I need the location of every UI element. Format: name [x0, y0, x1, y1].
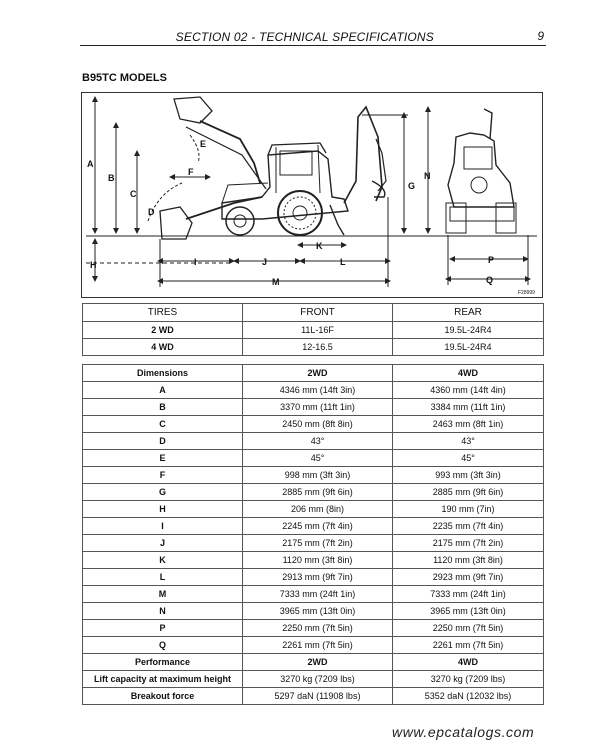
- table-cell: 2450 mm (8ft 8in): [243, 416, 393, 433]
- table-cell: 2463 mm (8ft 1in): [393, 416, 544, 433]
- backhoe-boom: [344, 107, 382, 203]
- performance-header-cell: Performance: [83, 654, 243, 671]
- table-cell: 45°: [393, 450, 544, 467]
- table-cell: 43°: [393, 433, 544, 450]
- performance-header-cell: 2WD: [243, 654, 393, 671]
- table-cell: M: [83, 586, 243, 603]
- table-cell: 11L-16F: [243, 322, 393, 339]
- table-cell: 2175 mm (7ft 2in): [393, 535, 544, 552]
- table-cell: 2 WD: [83, 322, 243, 339]
- table-cell: 3270 kg (7209 lbs): [393, 671, 544, 688]
- table-cell: 2923 mm (9ft 7in): [393, 569, 544, 586]
- label-h: H: [90, 260, 97, 270]
- table-cell: 2235 mm (7ft 4in): [393, 518, 544, 535]
- dimensions-table: [82, 364, 544, 705]
- tires-header-row: [83, 304, 544, 322]
- table-cell: 12-16.5: [243, 339, 393, 356]
- table-cell: 3370 mm (11ft 1in): [243, 399, 393, 416]
- backhoe-drawing: [82, 93, 544, 299]
- table-cell: 19.5L-24R4: [393, 339, 544, 356]
- table-cell: E: [83, 450, 243, 467]
- table-row: [83, 620, 544, 637]
- table-cell: D: [83, 433, 243, 450]
- table-cell: 5297 daN (11908 lbs): [243, 688, 393, 705]
- table-row: [83, 467, 544, 484]
- table-cell: C: [83, 416, 243, 433]
- dimensions-header-cell: 2WD: [243, 365, 393, 382]
- dimensions-header-row: [83, 365, 544, 382]
- table-cell: 2261 mm (7ft 5in): [393, 637, 544, 654]
- table-row: [83, 603, 544, 620]
- table-cell: 7333 mm (24ft 1in): [393, 586, 544, 603]
- tires-table: [82, 303, 544, 356]
- watermark: www.epcatalogs.com: [392, 724, 535, 740]
- table-cell: A: [83, 382, 243, 399]
- rear-wheel-hub: [293, 206, 307, 220]
- table-cell: G: [83, 484, 243, 501]
- table-cell: Q: [83, 637, 243, 654]
- table-cell: 2245 mm (7ft 4in): [243, 518, 393, 535]
- table-cell: 43°: [243, 433, 393, 450]
- table-row: [83, 688, 544, 705]
- table-cell: H: [83, 501, 243, 518]
- table-cell: 3384 mm (11ft 1in): [393, 399, 544, 416]
- stabilizer-leg: [330, 205, 344, 235]
- table-row: [83, 416, 544, 433]
- lowered-bucket: [160, 207, 192, 239]
- rear-view-body: [448, 133, 514, 207]
- table-row: [83, 382, 544, 399]
- table-cell: 2913 mm (9ft 7in): [243, 569, 393, 586]
- table-row: [83, 518, 544, 535]
- front-wheel: [226, 207, 254, 235]
- label-n: N: [424, 171, 431, 181]
- dimensions-table-body: [83, 365, 544, 705]
- rear-view-boom: [484, 109, 492, 139]
- label-b: B: [108, 173, 115, 183]
- label-l: L: [340, 257, 346, 267]
- cab-window: [280, 151, 312, 175]
- tractor-body: [222, 151, 348, 219]
- label-g: G: [408, 181, 416, 191]
- label-q: Q: [486, 275, 494, 285]
- performance-header-cell: 4WD: [393, 654, 544, 671]
- table-cell: J: [83, 535, 243, 552]
- table-cell: B: [83, 399, 243, 416]
- label-m: M: [272, 277, 280, 287]
- table-cell: 5352 daN (12032 lbs): [393, 688, 544, 705]
- table-cell: K: [83, 552, 243, 569]
- table-cell: 998 mm (3ft 3in): [243, 467, 393, 484]
- tires-header-cell: FRONT: [243, 304, 393, 322]
- table-row: [83, 339, 544, 356]
- section-title: SECTION 02 - TECHNICAL SPECIFICATIONS: [175, 30, 434, 44]
- table-cell: 2261 mm (7ft 5in): [243, 637, 393, 654]
- table-cell: 7333 mm (24ft 1in): [243, 586, 393, 603]
- table-row: [83, 399, 544, 416]
- label-p: P: [488, 255, 495, 265]
- table-cell: 1120 mm (3ft 8in): [243, 552, 393, 569]
- table-cell: 2885 mm (9ft 6in): [393, 484, 544, 501]
- page-number: 9: [537, 29, 544, 43]
- figure-code: F28999: [518, 290, 535, 296]
- table-cell: Breakout force: [83, 688, 243, 705]
- table-cell: 2885 mm (9ft 6in): [243, 484, 393, 501]
- label-c: C: [130, 189, 137, 199]
- label-d: D: [148, 207, 155, 217]
- dimensions-header-cell: 4WD: [393, 365, 544, 382]
- tires-header-cell: TIRES: [83, 304, 243, 322]
- rear-wheel: [278, 191, 322, 235]
- table-row: [83, 450, 544, 467]
- table-cell: P: [83, 620, 243, 637]
- table-row: [83, 552, 544, 569]
- label-f: F: [188, 167, 194, 177]
- table-cell: 45°: [243, 450, 393, 467]
- backhoe-dimension-diagram: [81, 92, 543, 298]
- table-row: [83, 586, 544, 603]
- rear-view-stabilizers: [450, 207, 514, 221]
- label-j: J: [262, 257, 268, 267]
- page-header: [80, 26, 546, 46]
- table-cell: F: [83, 467, 243, 484]
- table-cell: 190 mm (7in): [393, 501, 544, 518]
- label-e: E: [200, 139, 207, 149]
- rollback-angle-arc: [190, 135, 199, 163]
- table-cell: 4360 mm (14ft 4in): [393, 382, 544, 399]
- table-cell: 3270 kg (7209 lbs): [243, 671, 393, 688]
- table-row: [83, 637, 544, 654]
- raised-loader-link: [186, 127, 266, 189]
- table-cell: 2250 mm (7ft 5in): [393, 620, 544, 637]
- table-cell: 4 WD: [83, 339, 243, 356]
- table-cell: 2175 mm (7ft 2in): [243, 535, 393, 552]
- performance-header-row: [83, 654, 544, 671]
- table-row: [83, 569, 544, 586]
- table-cell: 2250 mm (7ft 5in): [243, 620, 393, 637]
- table-cell: 206 mm (8in): [243, 501, 393, 518]
- lowered-loader-arm: [186, 197, 262, 219]
- table-cell: 993 mm (3ft 3in): [393, 467, 544, 484]
- table-cell: 3965 mm (13ft 0in): [393, 603, 544, 620]
- label-k: K: [316, 241, 323, 251]
- raised-loader-arm: [200, 121, 260, 183]
- label-i: I: [194, 257, 197, 267]
- table-row: [83, 484, 544, 501]
- table-cell: L: [83, 569, 243, 586]
- table-cell: 19.5L-24R4: [393, 322, 544, 339]
- table-row: [83, 671, 544, 688]
- table-cell: 4346 mm (14ft 3in): [243, 382, 393, 399]
- front-wheel-hub: [234, 215, 246, 227]
- dimensions-header-cell: Dimensions: [83, 365, 243, 382]
- table-cell: I: [83, 518, 243, 535]
- table-cell: 1120 mm (3ft 8in): [393, 552, 544, 569]
- rear-wheel-tread: [284, 197, 316, 229]
- model-title: B95TC MODELS: [82, 72, 167, 84]
- table-cell: Lift capacity at maximum height: [83, 671, 243, 688]
- table-row: [83, 433, 544, 450]
- rear-view-cab: [464, 147, 492, 169]
- raised-bucket: [174, 97, 212, 123]
- label-a: A: [87, 159, 94, 169]
- table-row: [83, 322, 544, 339]
- rear-view-hub: [471, 177, 487, 193]
- tires-header-cell: REAR: [393, 304, 544, 322]
- table-cell: N: [83, 603, 243, 620]
- table-cell: 3965 mm (13ft 0in): [243, 603, 393, 620]
- table-row: [83, 501, 544, 518]
- table-row: [83, 535, 544, 552]
